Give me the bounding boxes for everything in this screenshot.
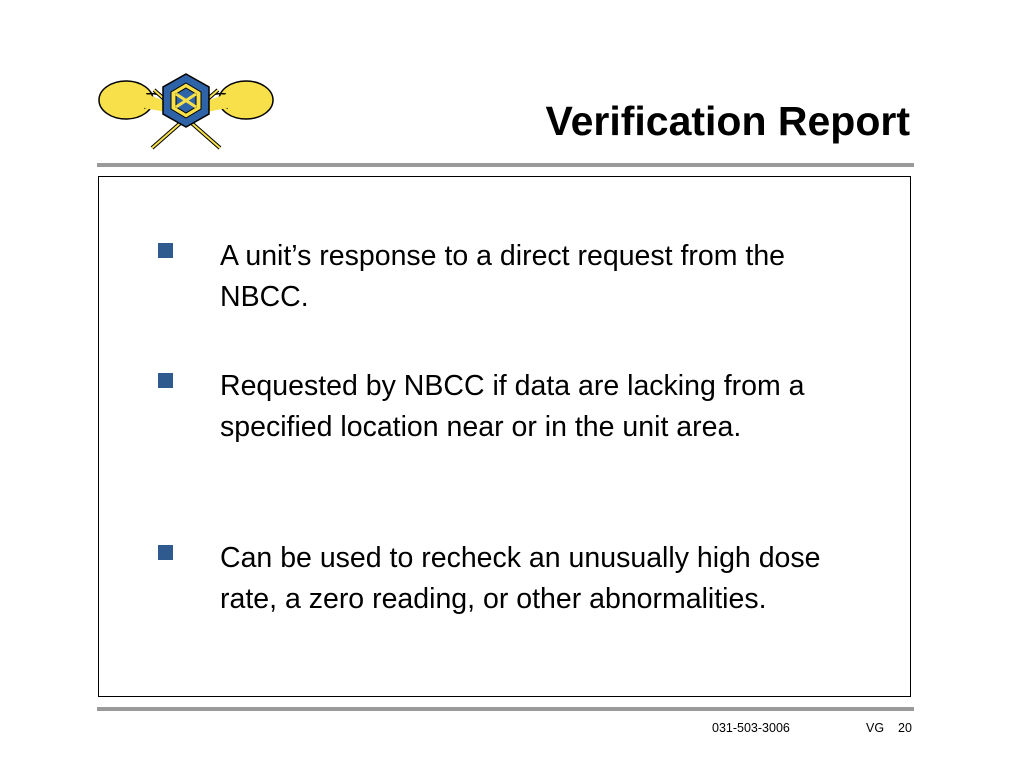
chemical-corps-insignia-icon — [96, 66, 276, 156]
bullet-text: Requested by NBCC if data are lacking from a specified location near or in the unit area. — [220, 370, 805, 443]
top-divider — [97, 163, 914, 167]
square-bullet-icon — [158, 243, 173, 258]
slide-title: Verification Report — [545, 98, 910, 144]
footer-page-number: 20 — [898, 721, 912, 735]
bullet-text: A unit’s response to a direct request from the NBCC. — [220, 240, 786, 313]
bottom-divider — [97, 707, 914, 711]
footer-initials: VG — [866, 721, 885, 735]
square-bullet-icon — [158, 373, 173, 388]
bullet-text: Can be used to recheck an unusually high dose rate, a zero reading, or other abnormalities. — [220, 542, 821, 615]
footer-course-code: 031-503-3006 — [712, 721, 790, 735]
square-bullet-icon — [158, 545, 173, 560]
